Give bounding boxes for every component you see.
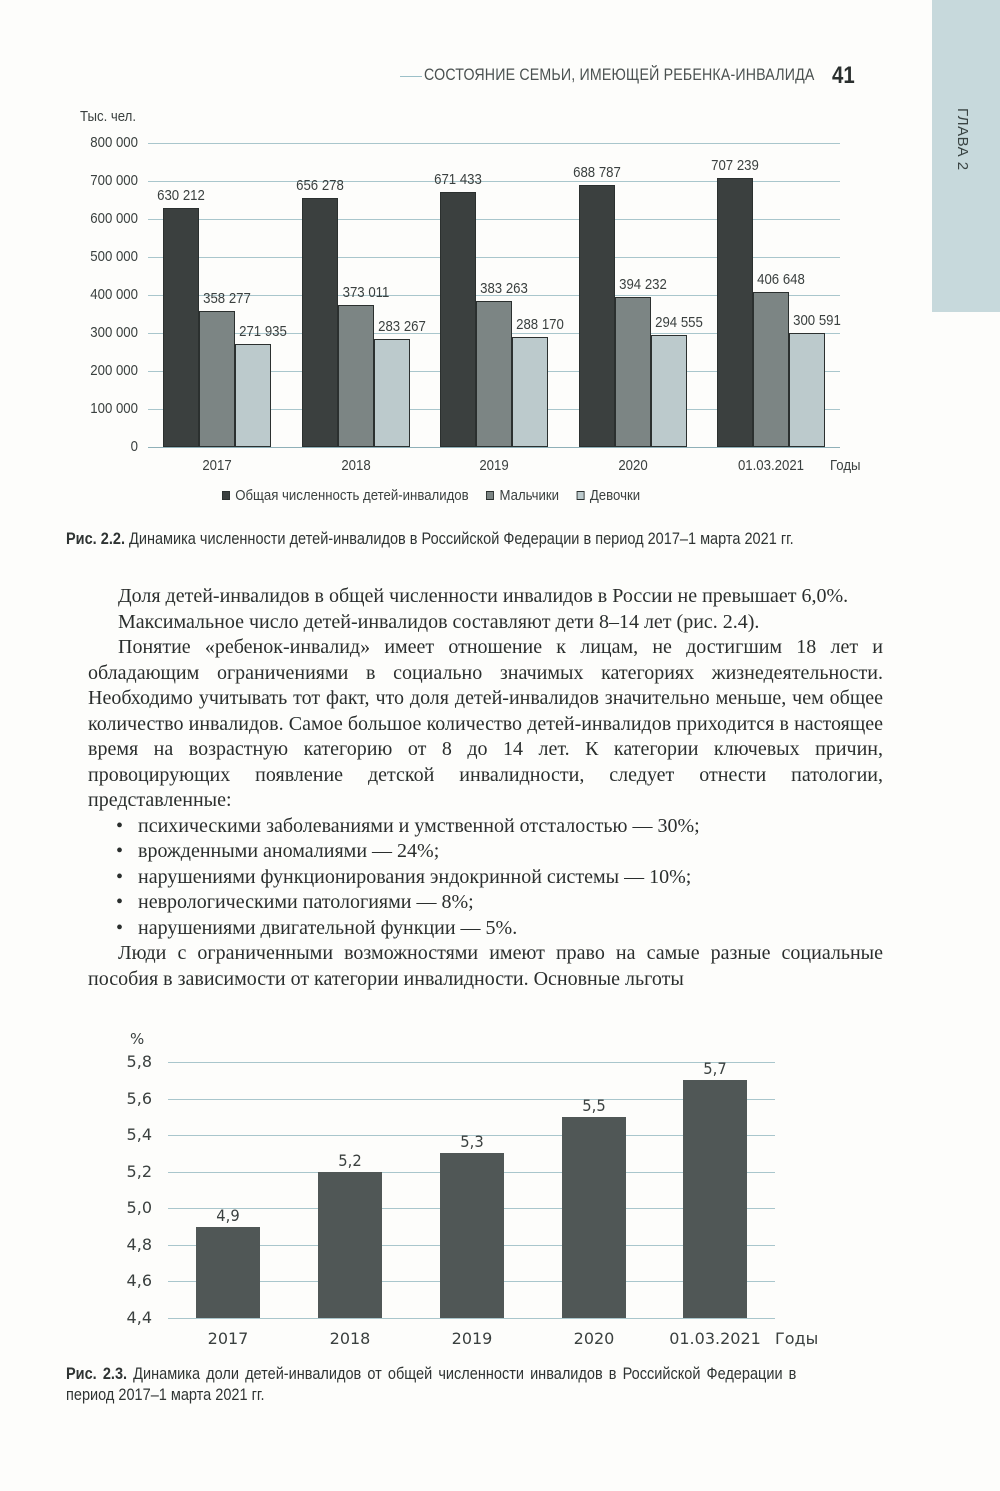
- bar: [196, 1227, 260, 1318]
- data-label-girls: 271 935: [239, 322, 287, 340]
- caption-label: Рис. 2.2.: [66, 530, 125, 548]
- x-tick-label: 2018: [329, 1329, 371, 1348]
- list-item: • врожденными аномалиями — 24%;: [116, 839, 883, 865]
- legend-item-girls: [577, 487, 640, 504]
- y-tick-label: 300 000: [90, 324, 138, 341]
- data-label-girls: 283 267: [377, 318, 426, 336]
- x-tick-label: 2020: [617, 457, 648, 474]
- y-tick-label: 100 000: [90, 400, 138, 417]
- data-label-girls: 294 555: [654, 314, 703, 332]
- figure-2-3-caption: [66, 1364, 796, 1406]
- y-tick-label: 5,8: [126, 1052, 152, 1071]
- y-axis-unit: %: [130, 1030, 145, 1048]
- bar: [683, 1080, 747, 1318]
- chart-legend: [222, 487, 640, 504]
- data-label-total: 630 212: [157, 186, 205, 204]
- list-item: • неврологическими патологиями — 8%;: [116, 890, 883, 916]
- y-tick-label: 4,6: [126, 1271, 152, 1290]
- caption-label: Рис. 2.3.: [66, 1365, 128, 1383]
- gridline: [148, 447, 840, 448]
- legend-label-girls: Девочки: [589, 487, 641, 504]
- running-head: [400, 64, 880, 88]
- paragraph-1: Доля детей-инвалидов в общей численности инвалидов в России не превышает 6,0%.: [118, 585, 849, 607]
- running-head-title: СОСТОЯНИЕ СЕМЬИ, ИМЕЮЩЕЙ РЕБЕНКА-ИНВАЛИДА: [424, 66, 815, 84]
- bar-total: [163, 208, 199, 447]
- y-tick-label: 500 000: [90, 248, 138, 265]
- data-label-boys: 358 277: [203, 289, 251, 307]
- data-label-total: 656 278: [295, 176, 344, 194]
- x-axis-label: Годы: [775, 1329, 819, 1348]
- data-label-total: 707 239: [711, 157, 759, 175]
- legend-item-total: [222, 487, 469, 504]
- data-label-total: 671 433: [434, 170, 482, 188]
- paragraph-2: Максимальное число детей-инвалидов составляют дети 8–14 лет (рис. 2.4).: [118, 610, 760, 633]
- y-tick-label: 400 000: [90, 286, 138, 303]
- legend-swatch-gray-icon: [486, 491, 494, 500]
- data-label-girls: 300 591: [793, 311, 841, 329]
- data-label-boys: 383 263: [480, 280, 528, 298]
- y-tick-label: 4,8: [126, 1235, 152, 1254]
- x-tick-label: 2017: [207, 1329, 249, 1348]
- data-label: 4,9: [216, 1205, 240, 1225]
- gridline: [148, 143, 840, 144]
- legend-label-boys: Мальчики: [499, 487, 560, 504]
- bar: [318, 1172, 382, 1318]
- y-tick-label: 5,0: [126, 1198, 152, 1217]
- running-head-rule: [400, 76, 422, 77]
- legend-swatch-dark-icon: [222, 491, 230, 500]
- bar: [562, 1117, 626, 1318]
- x-tick-label: 01.03.2021: [669, 1329, 761, 1348]
- bar-girls: [374, 339, 410, 447]
- y-tick-label: 0: [130, 438, 138, 455]
- x-tick-label: 2017: [202, 457, 232, 474]
- y-tick-label: 4,4: [126, 1308, 152, 1327]
- chapter-tab: [932, 0, 1000, 312]
- pathology-list: [88, 814, 883, 942]
- list-item: • нарушениями двигательной функции — 5%.: [116, 916, 883, 942]
- x-tick-label: 2020: [573, 1329, 615, 1348]
- bar-girls: [651, 335, 687, 447]
- data-label: 5,3: [460, 1132, 484, 1152]
- page-number: 41: [832, 62, 855, 89]
- bar-girls: [235, 344, 271, 447]
- data-label: 5,5: [582, 1095, 606, 1115]
- bar-total: [717, 178, 753, 447]
- legend-label-total: Общая численность детей-инвалидов: [235, 487, 469, 504]
- x-tick-label: 2019: [451, 1329, 493, 1348]
- y-tick-label: 800 000: [90, 134, 138, 151]
- y-axis-unit: Тыс. чел.: [80, 108, 137, 125]
- legend-item-boys: [486, 487, 559, 504]
- gridline: [168, 1318, 775, 1319]
- paragraph-4: Люди с ограниченными возможностями имеют право на самые разные социальные пособия в зависимости от категории инвалидности. Основные льготы: [88, 942, 883, 990]
- x-tick-label: 01.03.2021: [737, 457, 805, 474]
- bar: [440, 1153, 504, 1318]
- bar-girls: [789, 333, 825, 447]
- caption-text: Динамика численности детей-инвалидов в Российской Федерации в период 2017–1 марта 2021 гг.: [124, 530, 794, 548]
- data-label: 5,7: [703, 1059, 727, 1079]
- data-label-boys: 406 648: [757, 271, 805, 289]
- caption-text: Динамика доли детей-инвалидов от общей численности инвалидов в Российской Федерации в период 2017–1 марта 2021 гг.: [66, 1365, 797, 1404]
- body-text: [88, 584, 883, 992]
- y-tick-label: 600 000: [90, 210, 138, 227]
- y-tick-label: 5,2: [126, 1162, 152, 1181]
- data-label-girls: 288 170: [516, 316, 564, 334]
- y-tick-label: 5,4: [126, 1125, 152, 1144]
- chapter-tab-label: ГЛАВА 2: [954, 108, 971, 171]
- data-label-boys: 394 232: [618, 276, 667, 294]
- list-item: • психическими заболеваниями и умственной отсталостью — 30%;: [116, 814, 883, 840]
- x-tick-label: 2018: [340, 457, 371, 474]
- paragraph-3: Понятие «ребенок-инвалид» имеет отношение к лицам, не достигшим 18 лет и обладающим ограничениями в социально значимых категориях жизнедеятельности. Необходимо учитывать тот факт, что доля детей-инвалидов значительно меньше, чем общее количество инвалидов. Самое большое количество детей-инвалидов приходится в настоящее время на возрастную категорию от 8 до 14 лет. К категории ключевых причин, провоцирующих появление детской инвалидности, следует отнести патологии, представленные:: [88, 636, 883, 811]
- legend-swatch-light-icon: [577, 491, 585, 500]
- data-label-total: 688 787: [572, 164, 621, 182]
- bar-total: [579, 185, 615, 447]
- x-axis-label: Годы: [830, 457, 861, 474]
- bar-total: [440, 192, 476, 447]
- y-tick-label: 5,6: [126, 1089, 152, 1108]
- data-label: 5,2: [338, 1150, 362, 1170]
- y-tick-label: 200 000: [90, 362, 138, 379]
- x-tick-label: 2019: [479, 457, 509, 474]
- list-item: • нарушениями функционирования эндокринной системы — 10%;: [116, 865, 883, 891]
- figure-2-2-caption: [66, 529, 796, 550]
- bar-girls: [512, 337, 548, 447]
- data-label-boys: 373 011: [342, 284, 389, 302]
- bar-total: [302, 198, 338, 447]
- y-tick-label: 700 000: [90, 172, 138, 189]
